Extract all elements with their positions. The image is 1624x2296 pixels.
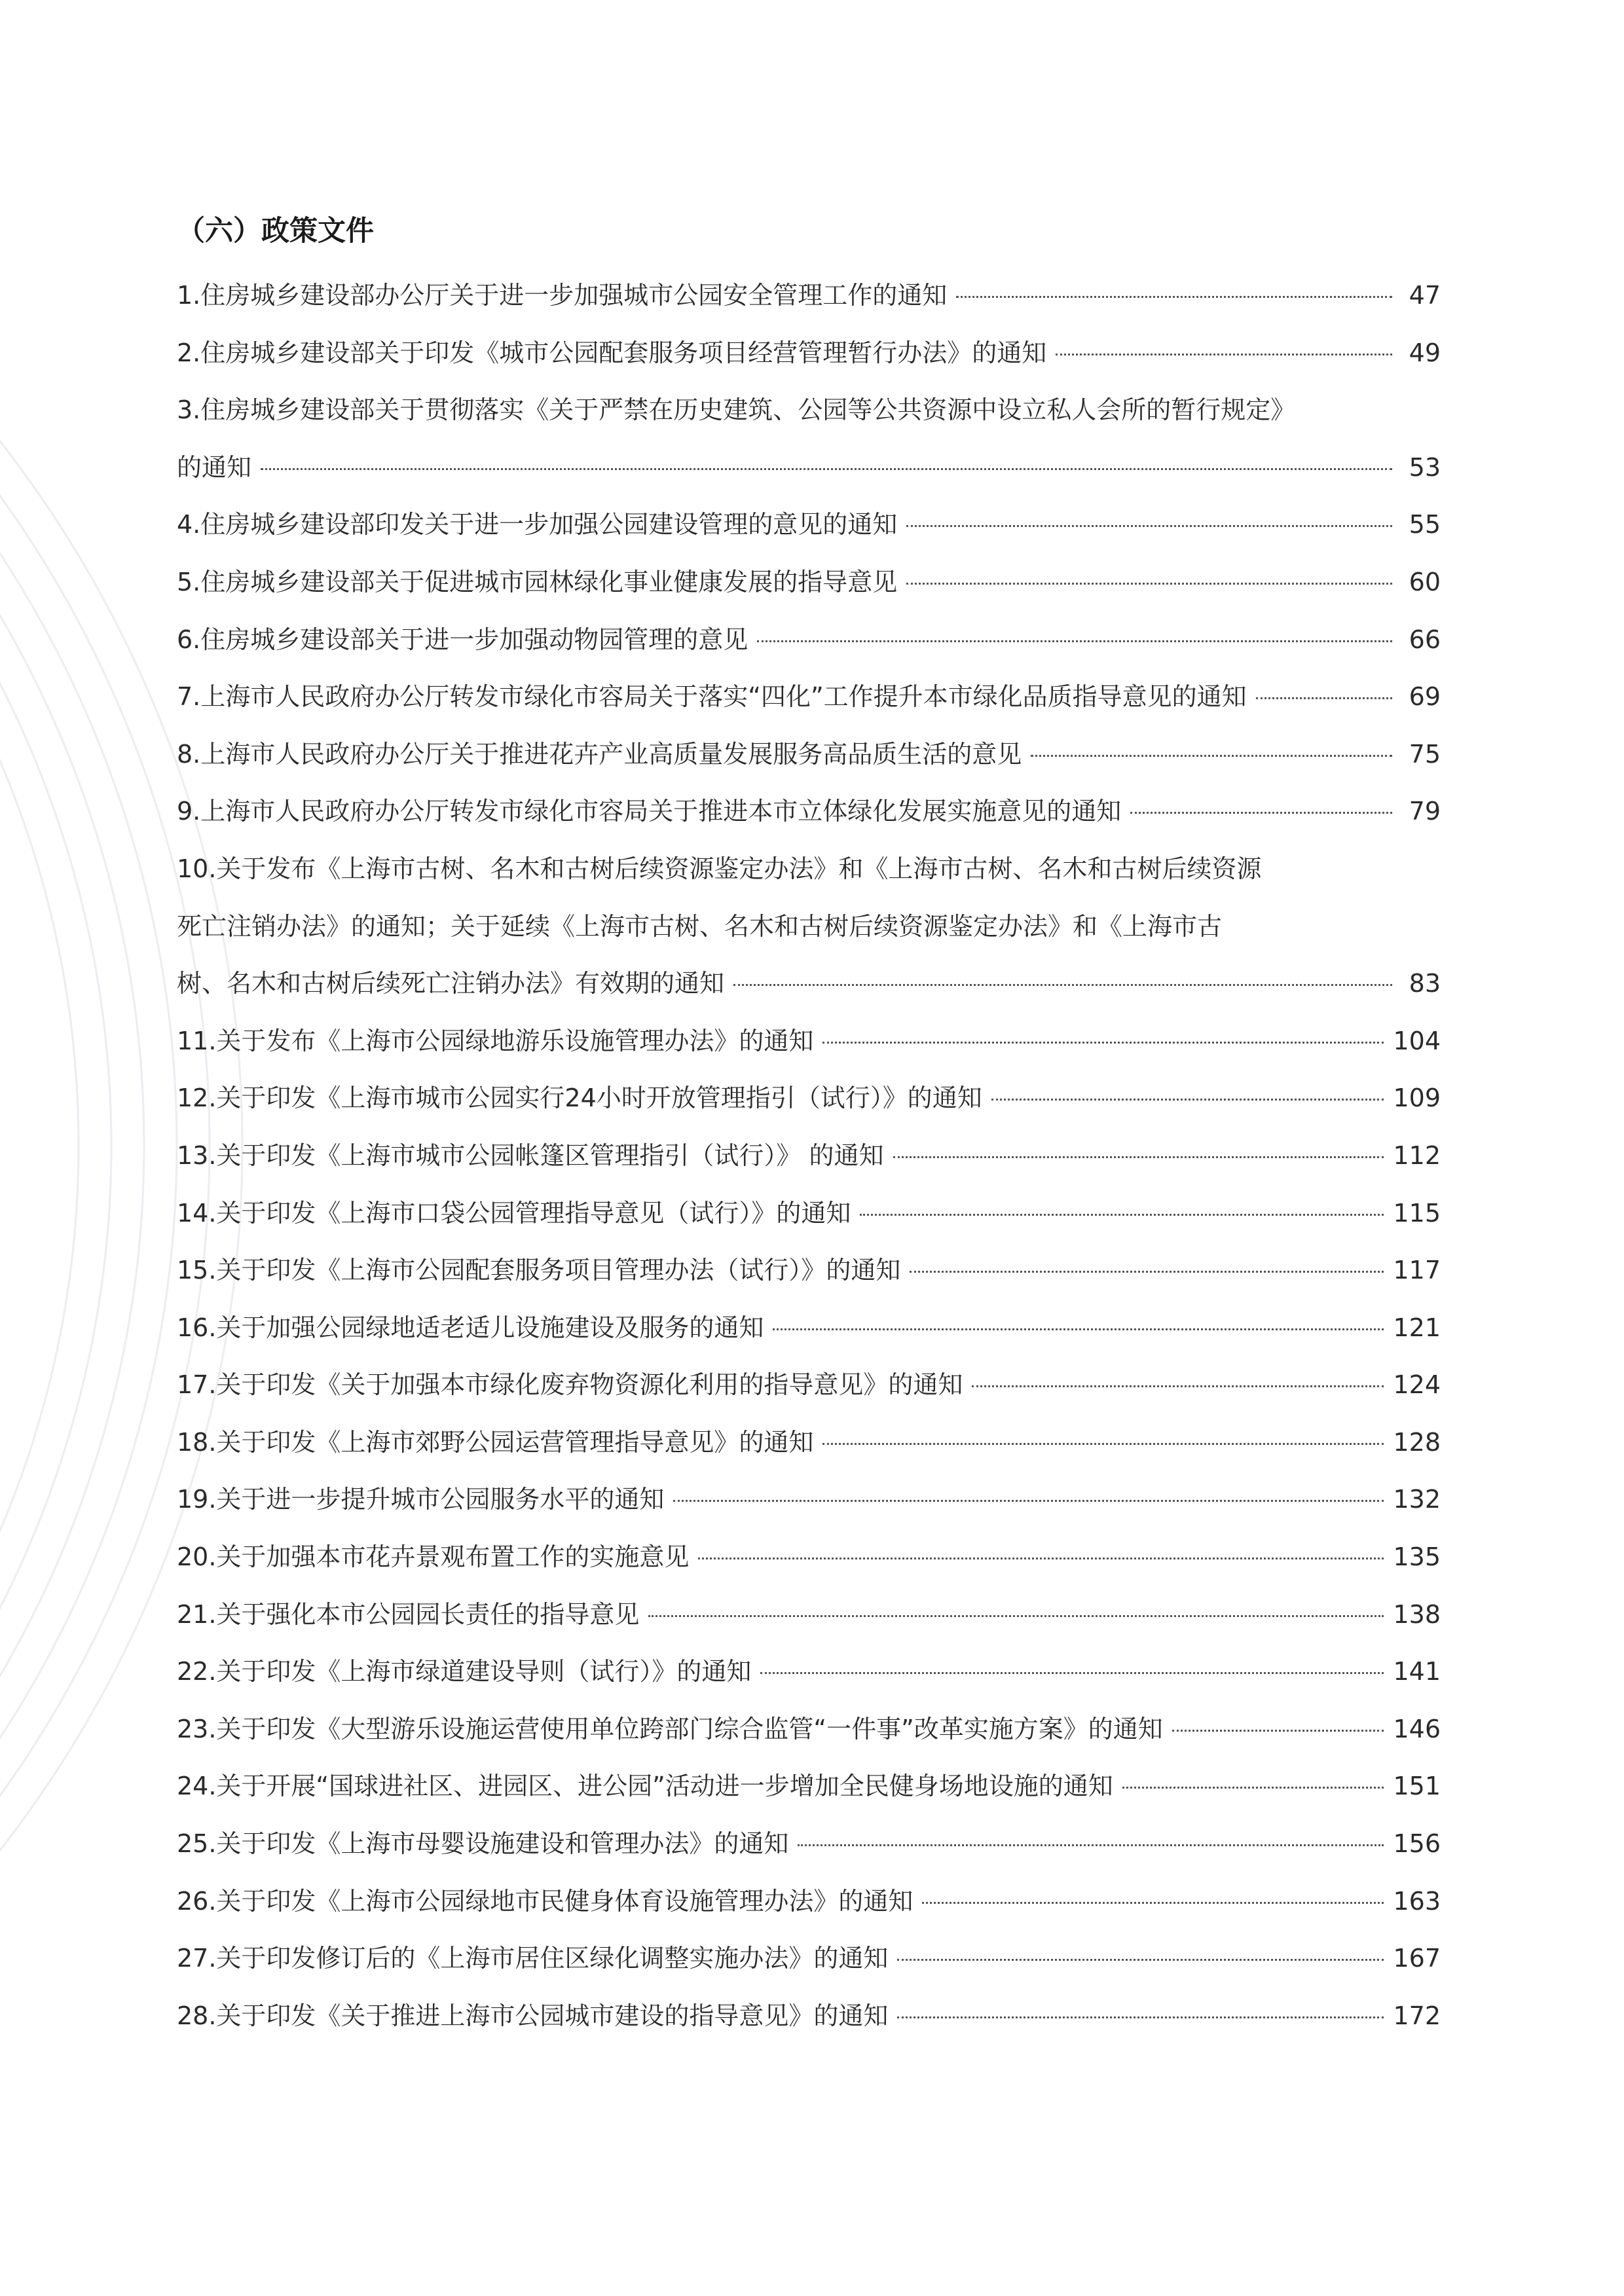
toc-entry-line xyxy=(177,267,1441,325)
toc-container xyxy=(177,211,1441,2045)
toc-page-number: 156 xyxy=(1393,1829,1441,1859)
toc-page-number: 128 xyxy=(1393,1427,1441,1457)
toc-entry-line xyxy=(177,1873,1441,1931)
toc-entry-title: 22.关于印发《上海市绿道建设导则（试行）》的通知 xyxy=(177,1657,752,1686)
toc-entry[interactable] xyxy=(177,382,1441,496)
toc-dot-leader xyxy=(798,1844,1384,1846)
toc-dot-leader xyxy=(860,1214,1384,1216)
toc-entry-title: 20.关于加强本市花卉景观布置工作的实施意见 xyxy=(177,1542,690,1572)
toc-entry-title: 11.关于发布《上海市公园绿地游乐设施管理办法》的通知 xyxy=(177,1026,814,1055)
toc-entry[interactable] xyxy=(177,1300,1441,1357)
toc-page-number: 47 xyxy=(1409,281,1441,310)
toc-entry-line xyxy=(177,1471,1441,1529)
toc-page-number: 117 xyxy=(1393,1256,1441,1285)
toc-entry[interactable] xyxy=(177,1013,1441,1070)
toc-entry-title: 10.关于发布《上海市古树、名木和古树后续资源鉴定办法》和《上海市古树、名木和古树后续资源 xyxy=(177,854,1262,883)
toc-page-number: 53 xyxy=(1409,452,1441,482)
toc-entry[interactable] xyxy=(177,1529,1441,1586)
toc-entry-title: 26.关于印发《上海市公园绿地市民健身体育设施管理办法》的通知 xyxy=(177,1886,913,1916)
toc-entry-title: 15.关于印发《上海市公园配套服务项目管理办法（试行）》的通知 xyxy=(177,1256,901,1285)
toc-dot-leader xyxy=(261,468,1392,470)
toc-dot-leader xyxy=(922,1902,1384,1904)
toc-entry-line xyxy=(177,1242,1441,1300)
toc-entry-title: 2.住房城乡建设部关于印发《城市公园配套服务项目经营管理暂行办法》的通知 xyxy=(177,338,1047,367)
toc-dot-leader xyxy=(910,1271,1384,1273)
toc-page-number: 135 xyxy=(1393,1542,1441,1572)
toc-entry-line xyxy=(177,841,1441,898)
toc-entry[interactable] xyxy=(177,1185,1441,1243)
toc-dot-leader xyxy=(760,1672,1384,1674)
toc-entry[interactable] xyxy=(177,1758,1441,1815)
toc-entry-line xyxy=(177,1815,1441,1873)
toc-dot-leader xyxy=(1130,812,1392,814)
toc-entry-line xyxy=(177,496,1441,554)
toc-page-number: 146 xyxy=(1393,1714,1441,1743)
toc-page-number: 79 xyxy=(1409,797,1441,826)
toc-dot-leader xyxy=(757,640,1392,642)
toc-page-number: 49 xyxy=(1409,338,1441,367)
toc-entry-title: 3.住房城乡建设部关于贯彻落实《关于严禁在历史建筑、公园等公共资源中设立私人会所的暂行规定》 xyxy=(177,395,1296,425)
toc-entry[interactable] xyxy=(177,611,1441,669)
toc-entry[interactable] xyxy=(177,1701,1441,1758)
toc-entry-line xyxy=(177,1586,1441,1644)
toc-entry-line xyxy=(177,783,1441,841)
toc-page-number: 55 xyxy=(1409,510,1441,539)
toc-page-number: 60 xyxy=(1409,567,1441,596)
toc-entry[interactable] xyxy=(177,1357,1441,1414)
toc-entry-line xyxy=(177,1414,1441,1472)
toc-entry[interactable] xyxy=(177,668,1441,726)
toc-page-number: 66 xyxy=(1409,625,1441,654)
toc-entry-title: 27.关于印发修订后的《上海市居住区绿化调整实施办法》的通知 xyxy=(177,1944,889,1973)
toc-entry-title: 25.关于印发《上海市母婴设施建设和管理办法》的通知 xyxy=(177,1829,789,1859)
toc-entry-line xyxy=(177,611,1441,669)
toc-entry-line xyxy=(177,1357,1441,1414)
toc-page-number: 151 xyxy=(1393,1772,1441,1801)
toc-page-number: 104 xyxy=(1393,1026,1441,1055)
toc-page-number: 121 xyxy=(1393,1313,1441,1342)
toc-entry[interactable] xyxy=(177,1242,1441,1300)
toc-dot-leader xyxy=(956,296,1392,298)
toc-entry[interactable] xyxy=(177,554,1441,611)
toc-entry-line xyxy=(177,1300,1441,1357)
toc-entry-line xyxy=(177,1013,1441,1070)
toc-entry-title: 9.上海市人民政府办公厅转发市绿化市容局关于推进本市立体绿化发展实施意见的通知 xyxy=(177,797,1122,826)
toc-page-number: 124 xyxy=(1393,1370,1441,1400)
toc-page-number: 69 xyxy=(1409,682,1441,712)
toc-list xyxy=(177,267,1441,2045)
toc-dot-leader xyxy=(893,1156,1384,1158)
toc-entry-title: 1.住房城乡建设部办公厅关于进一步加强城市公园安全管理工作的通知 xyxy=(177,281,948,310)
toc-entry[interactable] xyxy=(177,1930,1441,1988)
toc-entry[interactable] xyxy=(177,1873,1441,1931)
toc-dot-leader xyxy=(822,1042,1384,1044)
toc-entry-title: 14.关于印发《上海市口袋公园管理指导意见（试行）》的通知 xyxy=(177,1198,851,1228)
toc-entry-line xyxy=(177,955,1441,1013)
toc-entry-title: 7.上海市人民政府办公厅转发市绿化市容局关于落实“四化”工作提升本市绿化品质指导意见的通知 xyxy=(177,682,1247,712)
toc-entry-line xyxy=(177,325,1441,382)
toc-dot-leader xyxy=(897,2016,1384,2018)
toc-entry-title: 13.关于印发《上海市城市公园帐篷区管理指引（试行）》 的通知 xyxy=(177,1140,884,1170)
toc-dot-leader xyxy=(1256,697,1392,699)
toc-entry[interactable] xyxy=(177,841,1441,1013)
toc-entry-line xyxy=(177,1529,1441,1586)
toc-entry-title: 19.关于进一步提升城市公园服务水平的通知 xyxy=(177,1485,665,1514)
toc-entry[interactable] xyxy=(177,783,1441,841)
toc-dot-leader xyxy=(698,1558,1384,1559)
toc-entry[interactable] xyxy=(177,1070,1441,1127)
toc-entry-title: 16.关于加强公园绿地适老适儿设施建设及服务的通知 xyxy=(177,1313,764,1342)
toc-dot-leader xyxy=(897,1959,1384,1961)
toc-entry-title: 24.关于开展“国球进社区、进园区、进公园”活动进一步增加全民健身场地设施的通知 xyxy=(177,1772,1113,1801)
toc-entry-title: 28.关于印发《关于推进上海市公园城市建设的指导意见》的通知 xyxy=(177,2001,889,2030)
toc-page-number: 109 xyxy=(1393,1084,1441,1113)
toc-entry-line xyxy=(177,1701,1441,1758)
toc-entry[interactable] xyxy=(177,1815,1441,1873)
toc-entry-title: 树、名木和古树后续死亡注销办法》有效期的通知 xyxy=(177,969,725,998)
toc-entry-title: 17.关于印发《关于加强本市绿化废弃物资源化利用的指导意见》的通知 xyxy=(177,1370,963,1400)
toc-entry[interactable] xyxy=(177,1471,1441,1529)
toc-page-number: 115 xyxy=(1393,1198,1441,1228)
toc-entry-title: 6.住房城乡建设部关于进一步加强动物园管理的意见 xyxy=(177,625,748,654)
toc-page-number: 141 xyxy=(1393,1657,1441,1686)
toc-dot-leader xyxy=(1031,755,1392,757)
toc-page-number: 75 xyxy=(1409,739,1441,769)
toc-entry-line xyxy=(177,1758,1441,1815)
toc-entry-title: 12.关于印发《上海市城市公园实行24小时开放管理指引（试行）》的通知 xyxy=(177,1084,982,1113)
toc-dot-leader xyxy=(991,1099,1384,1101)
toc-page-number: 167 xyxy=(1393,1944,1441,1973)
toc-entry-title: 18.关于印发《上海市郊野公园运营管理指导意见》的通知 xyxy=(177,1427,814,1457)
toc-entry-line xyxy=(177,1988,1441,2045)
toc-entry-title: 23.关于印发《大型游乐设施运营使用单位跨部门综合监管“一件事”改革实施方案》的通知 xyxy=(177,1714,1163,1743)
toc-entry-line xyxy=(177,554,1441,611)
toc-dot-leader xyxy=(1056,354,1392,355)
toc-entry[interactable] xyxy=(177,1127,1441,1185)
toc-dot-leader xyxy=(972,1385,1384,1387)
toc-entry-line xyxy=(177,668,1441,726)
toc-entry-title: 5.住房城乡建设部关于促进城市园林绿化事业健康发展的指导意见 xyxy=(177,567,898,596)
toc-entry[interactable] xyxy=(177,496,1441,554)
toc-entry[interactable] xyxy=(177,267,1441,325)
toc-dot-leader xyxy=(773,1328,1384,1330)
toc-entry[interactable] xyxy=(177,1988,1441,2045)
toc-entry-line xyxy=(177,1185,1441,1243)
toc-dot-leader xyxy=(648,1615,1384,1617)
toc-entry-line xyxy=(177,382,1441,439)
toc-entry-line xyxy=(177,1070,1441,1127)
toc-entry-title: 的通知 xyxy=(177,452,252,482)
toc-entry-title: 4.住房城乡建设部印发关于进一步加强公园建设管理的意见的通知 xyxy=(177,510,898,539)
toc-dot-leader xyxy=(822,1443,1384,1445)
toc-dot-leader xyxy=(906,525,1392,527)
toc-entry-line xyxy=(177,898,1441,956)
toc-entry-line xyxy=(177,726,1441,784)
toc-entry-line xyxy=(177,1930,1441,1988)
toc-entry[interactable] xyxy=(177,1586,1441,1644)
toc-page-number: 112 xyxy=(1393,1140,1441,1170)
toc-entry[interactable] xyxy=(177,1643,1441,1701)
toc-entry-title: 8.上海市人民政府办公厅关于推进花卉产业高质量发展服务高品质生活的意见 xyxy=(177,739,1022,769)
toc-dot-leader xyxy=(1172,1730,1384,1732)
toc-entry[interactable] xyxy=(177,726,1441,784)
toc-entry-line xyxy=(177,1643,1441,1701)
toc-dot-leader xyxy=(733,984,1392,986)
toc-page-number: 138 xyxy=(1393,1599,1441,1629)
toc-entry[interactable] xyxy=(177,1414,1441,1472)
toc-entry[interactable] xyxy=(177,325,1441,382)
toc-page-number: 172 xyxy=(1393,2001,1441,2030)
toc-page-number: 163 xyxy=(1393,1886,1441,1916)
toc-entry-line xyxy=(177,439,1441,497)
toc-page-number: 132 xyxy=(1393,1485,1441,1514)
toc-dot-leader xyxy=(906,583,1392,585)
toc-dot-leader xyxy=(1122,1787,1384,1789)
toc-page-number: 83 xyxy=(1409,969,1441,998)
toc-entry-title: 死亡注销办法》的通知；关于延续《上海市古树、名木和古树后续资源鉴定办法》和《上海市古 xyxy=(177,911,1223,941)
section-title: （六）政策文件 xyxy=(177,215,374,247)
toc-dot-leader xyxy=(673,1500,1384,1502)
toc-entry-line xyxy=(177,1127,1441,1185)
toc-entry-title: 21.关于强化本市公园园长责任的指导意见 xyxy=(177,1599,640,1629)
